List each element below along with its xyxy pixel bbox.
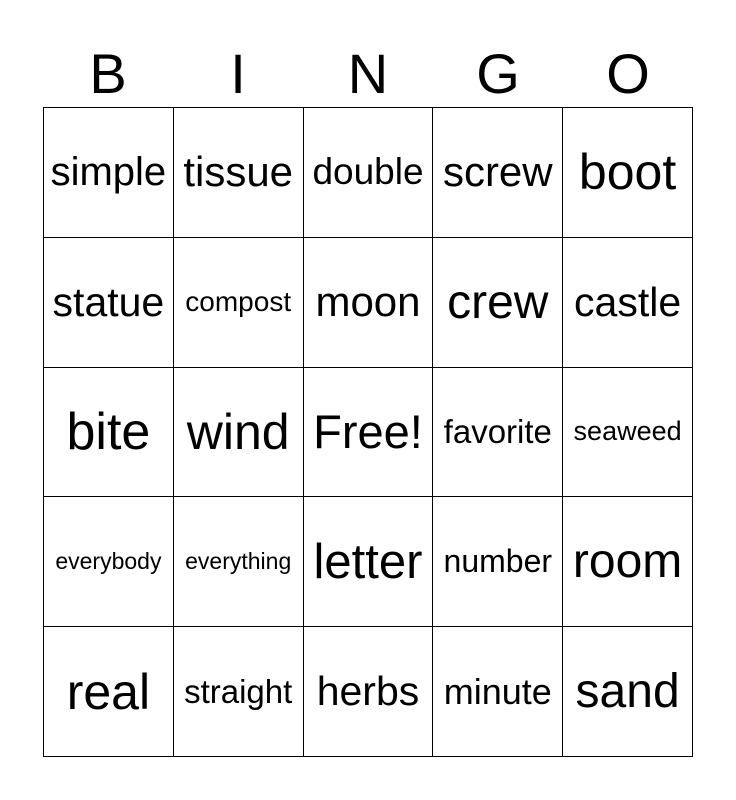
bingo-cell[interactable] [433,368,563,498]
bingo-cell[interactable] [433,627,563,757]
cell-word: minute [443,670,552,712]
bingo-cell[interactable] [174,497,304,627]
bingo-cell[interactable] [563,627,693,757]
bingo-cell[interactable] [44,627,174,757]
bingo-cell[interactable] [563,368,693,498]
bingo-cell[interactable] [304,108,434,238]
bingo-cell[interactable] [433,497,563,627]
cell-word: castle [574,278,682,325]
cell-word: everybody [55,548,162,575]
bingo-cell[interactable] [44,108,174,238]
cell-word: Free! [313,405,423,459]
bingo-cell[interactable] [304,368,434,498]
cell-word: real [66,663,151,720]
header-letter-o: O [606,42,650,105]
cell-word: compost [185,286,292,318]
cell-word: room [572,535,683,589]
bingo-cell[interactable] [563,238,693,368]
cell-word: letter [313,534,423,589]
bingo-cell[interactable] [44,497,174,627]
cell-word: everything [185,548,292,575]
header-letter-n: N [347,42,389,105]
bingo-header [43,40,693,108]
bingo-cell[interactable] [174,108,304,238]
cell-word: simple [50,149,167,194]
bingo-board [43,107,693,757]
cell-word: tissue [183,148,294,196]
cell-word: favorite [443,412,552,450]
bingo-cell[interactable] [433,108,563,238]
bingo-cell[interactable] [304,627,434,757]
cell-word: crew [447,275,549,329]
cell-word: herbs [316,668,420,715]
cell-word: double [312,151,424,193]
bingo-cell[interactable] [44,238,174,368]
bingo-cell[interactable] [174,368,304,498]
bingo-cell[interactable] [44,368,174,498]
header-letter-b: B [89,42,127,105]
header-letter-g: G [476,42,520,105]
bingo-cell[interactable] [304,497,434,627]
cell-word: seaweed [573,416,682,447]
bingo-cell[interactable] [174,627,304,757]
cell-word: bite [66,402,151,461]
cell-word: straight [184,672,293,710]
cell-word: sand [575,665,680,719]
bingo-cell[interactable] [563,497,693,627]
bingo-cell[interactable] [174,238,304,368]
cell-word: wind [186,403,290,460]
cell-word: moon [315,278,421,326]
cell-word: number [443,543,553,580]
cell-word: statue [52,278,165,325]
bingo-cell[interactable] [304,238,434,368]
bingo-cell[interactable] [563,108,693,238]
header-letter-i: I [230,42,246,105]
bingo-cell[interactable] [433,238,563,368]
cell-word: screw [442,148,553,196]
cell-word: boot [578,144,677,201]
